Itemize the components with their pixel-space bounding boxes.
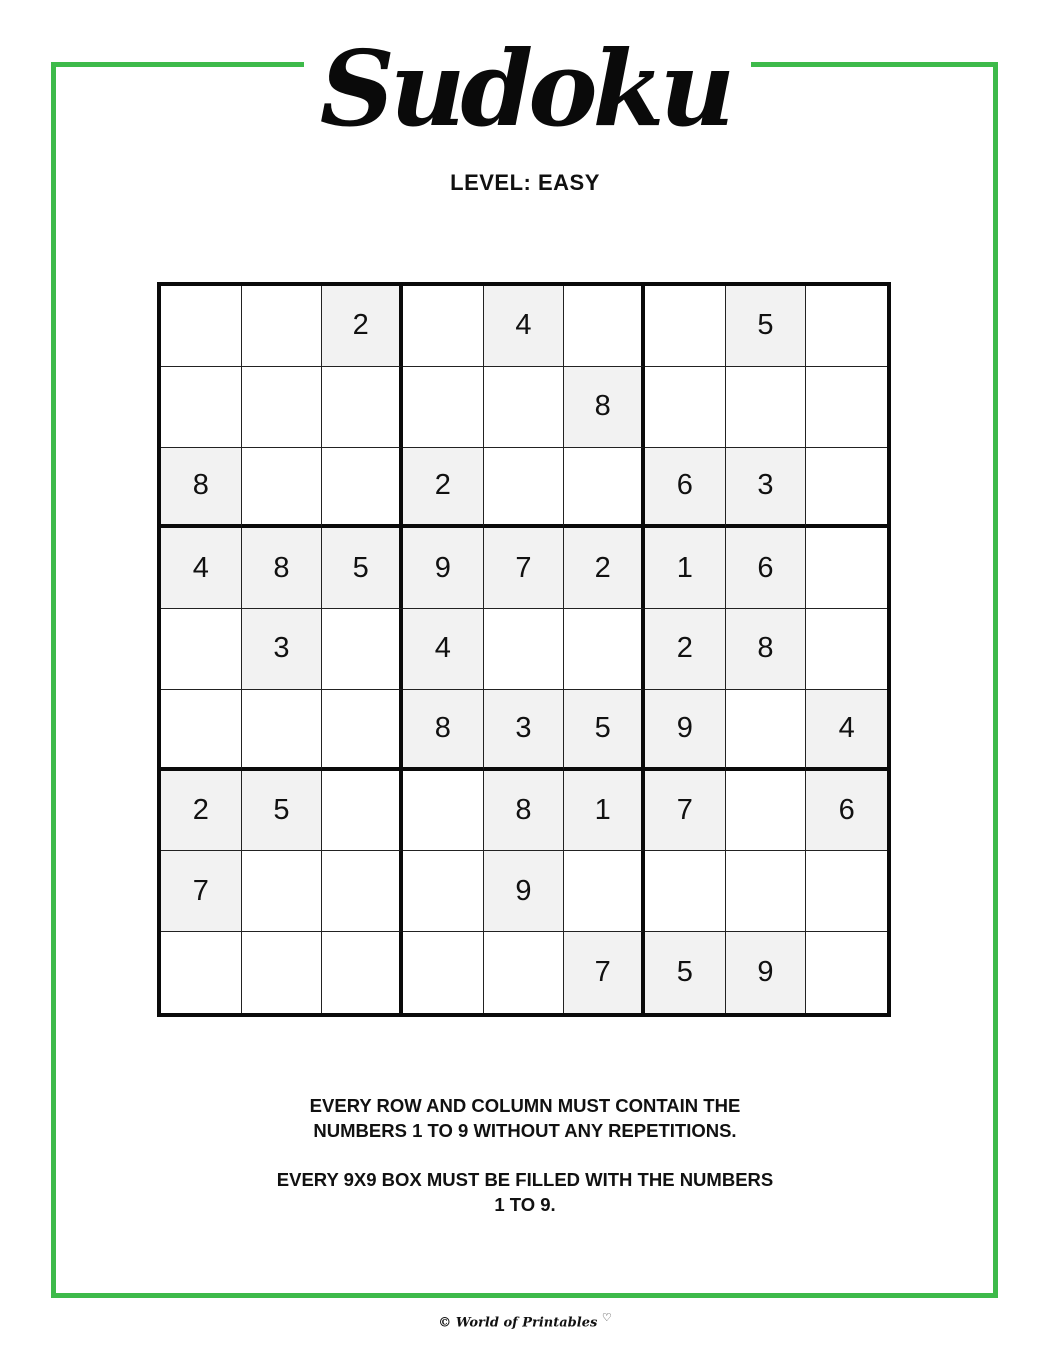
empty-cell[interactable]: [806, 528, 887, 609]
given-cell[interactable]: 9: [484, 851, 565, 932]
given-cell[interactable]: 7: [161, 851, 242, 932]
empty-cell[interactable]: [564, 609, 645, 690]
empty-cell[interactable]: [484, 609, 565, 690]
given-cell[interactable]: 2: [564, 528, 645, 609]
given-cell[interactable]: 2: [645, 609, 726, 690]
given-cell[interactable]: 8: [403, 690, 484, 771]
empty-cell[interactable]: [726, 771, 807, 852]
given-cell[interactable]: 4: [806, 690, 887, 771]
given-cell[interactable]: 1: [564, 771, 645, 852]
frame-bottom: [51, 1293, 998, 1298]
copyright-icon: ©: [438, 1315, 452, 1331]
given-cell[interactable]: 4: [403, 609, 484, 690]
given-cell[interactable]: 8: [484, 771, 565, 852]
given-cell[interactable]: 8: [564, 367, 645, 448]
page-title: Sudoku: [319, 27, 731, 150]
empty-cell[interactable]: [322, 771, 403, 852]
given-cell[interactable]: 4: [484, 286, 565, 367]
given-cell[interactable]: 5: [645, 932, 726, 1013]
empty-cell[interactable]: [645, 851, 726, 932]
given-cell[interactable]: 9: [403, 528, 484, 609]
given-cell[interactable]: 8: [726, 609, 807, 690]
rules-line: EVERY ROW AND COLUMN MUST CONTAIN THE: [309, 1095, 741, 1116]
empty-cell[interactable]: [403, 771, 484, 852]
empty-cell[interactable]: [564, 448, 645, 529]
empty-cell[interactable]: [806, 286, 887, 367]
given-cell[interactable]: 5: [242, 771, 323, 852]
empty-cell[interactable]: [242, 932, 323, 1013]
empty-cell[interactable]: [645, 286, 726, 367]
given-cell[interactable]: 8: [242, 528, 323, 609]
brand-name: World of Printables: [455, 1315, 598, 1331]
empty-cell[interactable]: [726, 851, 807, 932]
empty-cell[interactable]: [161, 609, 242, 690]
empty-cell[interactable]: [322, 851, 403, 932]
rules-line: NUMBERS 1 TO 9 WITHOUT ANY REPETITIONS.: [313, 1120, 737, 1141]
given-cell[interactable]: 9: [645, 690, 726, 771]
given-cell[interactable]: 1: [645, 528, 726, 609]
given-cell[interactable]: 6: [645, 448, 726, 529]
empty-cell[interactable]: [322, 690, 403, 771]
given-cell[interactable]: 2: [403, 448, 484, 529]
empty-cell[interactable]: [161, 367, 242, 448]
footer-credit: [0, 1311, 1050, 1330]
empty-cell[interactable]: [806, 851, 887, 932]
empty-cell[interactable]: [242, 286, 323, 367]
sudoku-grid: [157, 282, 891, 1017]
empty-cell[interactable]: [806, 609, 887, 690]
given-cell[interactable]: 5: [564, 690, 645, 771]
empty-cell[interactable]: [564, 851, 645, 932]
empty-cell[interactable]: [403, 367, 484, 448]
given-cell[interactable]: 5: [322, 528, 403, 609]
rules-line: EVERY 9X9 BOX MUST BE FILLED WITH THE NUMBERS: [276, 1169, 774, 1190]
empty-cell[interactable]: [161, 690, 242, 771]
given-cell[interactable]: 3: [242, 609, 323, 690]
empty-cell[interactable]: [403, 851, 484, 932]
given-cell[interactable]: 7: [484, 528, 565, 609]
given-cell[interactable]: 6: [806, 771, 887, 852]
empty-cell[interactable]: [726, 367, 807, 448]
given-cell[interactable]: 5: [726, 286, 807, 367]
given-cell[interactable]: 8: [161, 448, 242, 529]
empty-cell[interactable]: [322, 609, 403, 690]
rules-paragraph-2: [0, 1167, 1050, 1217]
level-label: LEVEL: EASY: [450, 170, 600, 195]
empty-cell[interactable]: [161, 932, 242, 1013]
empty-cell[interactable]: [484, 932, 565, 1013]
empty-cell[interactable]: [403, 286, 484, 367]
empty-cell[interactable]: [242, 690, 323, 771]
empty-cell[interactable]: [645, 367, 726, 448]
empty-cell[interactable]: [161, 286, 242, 367]
empty-cell[interactable]: [242, 448, 323, 529]
given-cell[interactable]: 7: [645, 771, 726, 852]
given-cell[interactable]: 3: [484, 690, 565, 771]
heart-icon: ♡: [601, 1311, 612, 1324]
given-cell[interactable]: 4: [161, 528, 242, 609]
empty-cell[interactable]: [726, 690, 807, 771]
empty-cell[interactable]: [403, 932, 484, 1013]
given-cell[interactable]: 6: [726, 528, 807, 609]
given-cell[interactable]: 2: [322, 286, 403, 367]
given-cell[interactable]: 2: [161, 771, 242, 852]
rules-paragraph-1: [0, 1093, 1050, 1143]
empty-cell[interactable]: [484, 448, 565, 529]
empty-cell[interactable]: [322, 448, 403, 529]
empty-cell[interactable]: [806, 367, 887, 448]
empty-cell[interactable]: [242, 851, 323, 932]
empty-cell[interactable]: [322, 367, 403, 448]
rules-line: 1 TO 9.: [494, 1194, 556, 1215]
empty-cell[interactable]: [484, 367, 565, 448]
given-cell[interactable]: 9: [726, 932, 807, 1013]
given-cell[interactable]: 3: [726, 448, 807, 529]
empty-cell[interactable]: [806, 448, 887, 529]
empty-cell[interactable]: [564, 286, 645, 367]
empty-cell[interactable]: [322, 932, 403, 1013]
empty-cell[interactable]: [242, 367, 323, 448]
given-cell[interactable]: 7: [564, 932, 645, 1013]
empty-cell[interactable]: [806, 932, 887, 1013]
